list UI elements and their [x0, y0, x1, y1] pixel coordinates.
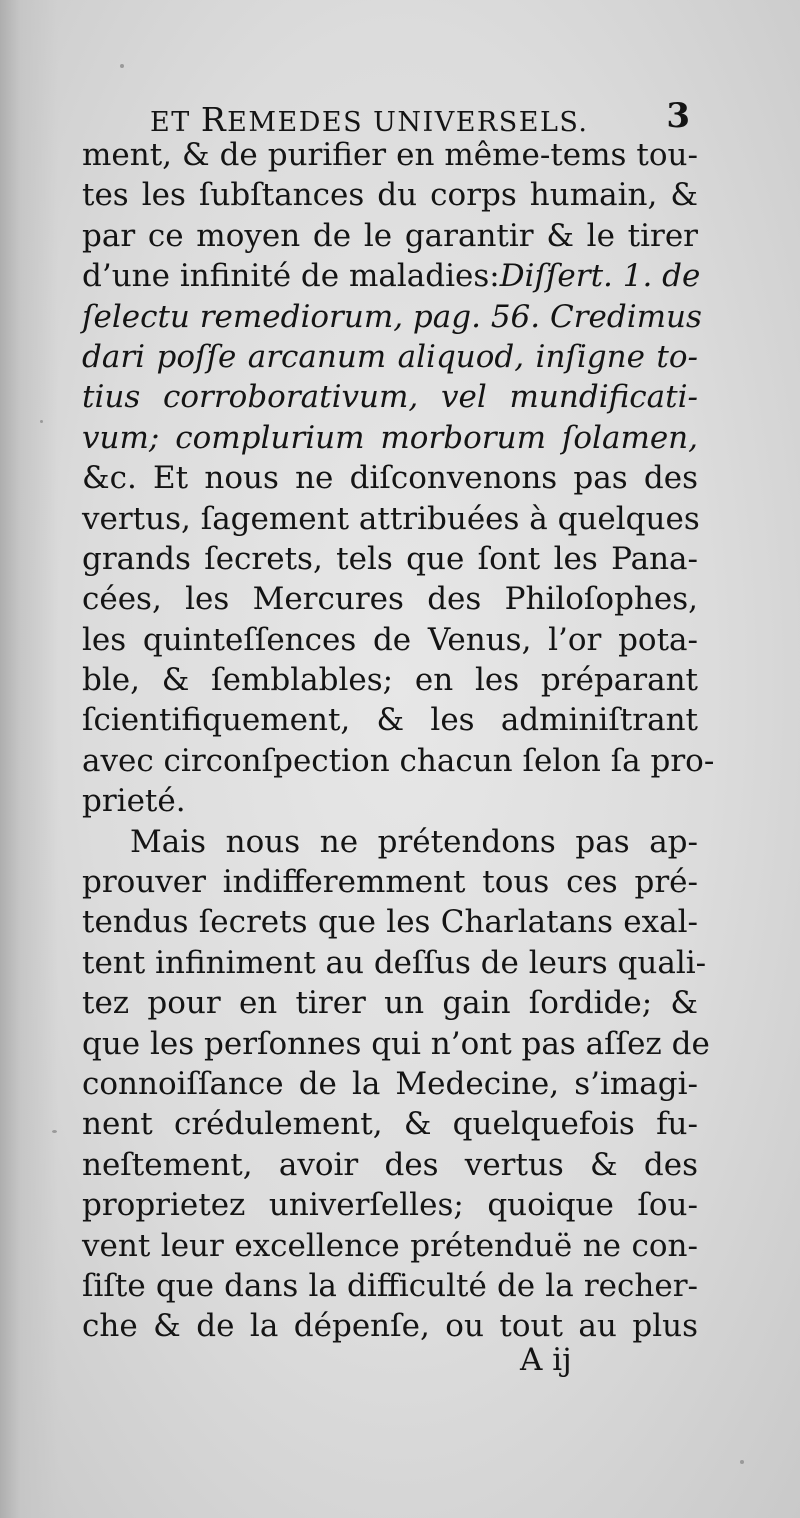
- running-head: [150, 96, 690, 140]
- text-line: proprietez univerſelles; quoique ſou-: [82, 1187, 698, 1224]
- running-head-title: ET REMEDES UNIVERSELS.: [150, 100, 589, 139]
- text-line: connoiſſance de la Medecine, s’imagi-: [82, 1065, 698, 1102]
- text-line: che & de la dépenſe, ou tout au plus: [82, 1308, 698, 1345]
- paper-speck: [52, 1130, 57, 1133]
- text-line: ſelectu remediorum, pag. 56. Credimus: [82, 298, 702, 335]
- paper-speck: [740, 1460, 744, 1464]
- text-line: avec circonſpection chacun ſelon ſa pro-: [82, 742, 715, 779]
- text-line: dari poſſe arcanum aliquod, inſigne to-: [82, 338, 698, 375]
- text-line: ſiſte que dans la difficulté de la recher-: [82, 1267, 698, 1304]
- text-line: prouver indifferemment tous ces pré-: [82, 864, 698, 901]
- text-line: d’une infinité de maladies:Diſſert. 1. de: [82, 258, 701, 295]
- text-line: grands ſecrets, tels que ſont les Pana-: [82, 540, 698, 577]
- text-line: ſcientifiquement, & les adminiſtrant: [82, 702, 698, 739]
- text-line: &c. Et nous ne diſconvenons pas des: [82, 460, 698, 497]
- paper-speck: [120, 64, 124, 68]
- signature-mark: A ij: [520, 1342, 572, 1378]
- page-number: 3: [666, 96, 690, 136]
- text-body: [82, 135, 715, 1347]
- text-line: cées, les Mercures des Philoſophes,: [82, 581, 698, 618]
- text-line: tes les ſubſtances du corps humain, &: [82, 177, 698, 214]
- text-line: par ce moyen de le garantir & le tirer: [82, 217, 698, 254]
- paragraph-first-line: Mais nous ne prétendons pas ap-: [130, 823, 698, 860]
- text-line: ment, & de purifier en même-tems tou-: [82, 137, 698, 173]
- text-line: vum; complurium morborum ſolamen,: [82, 419, 698, 456]
- text-line: vent leur excellence prétenduë ne con-: [82, 1227, 698, 1264]
- text-line: neſtement, avoir des vertus & des: [82, 1146, 698, 1183]
- page-fold-shadow: [0, 0, 58, 1518]
- text-line: les quinteſſences de Venus, l’or pota-: [82, 621, 698, 658]
- text-line: prieté.: [82, 783, 186, 820]
- text-line: vertus, ſagement attribuées à quelques: [82, 500, 700, 537]
- text-line: que les perſonnes qui n’ont pas aſſez de: [82, 1025, 710, 1062]
- text-line: nent crédulement, & quelquefois fu-: [82, 1106, 698, 1143]
- paper-speck: [40, 420, 43, 423]
- text-line: tius corroborativum, vel mundificati-: [82, 379, 698, 416]
- text-line: tendus ſecrets que les Charlatans exal-: [82, 904, 698, 941]
- text-line: ble, & ſemblables; en les préparant: [82, 662, 698, 699]
- text-line: tent infiniment au deſſus de leurs quali-: [82, 944, 707, 981]
- text-line: tez pour en tirer un gain ſordide; &: [82, 985, 698, 1022]
